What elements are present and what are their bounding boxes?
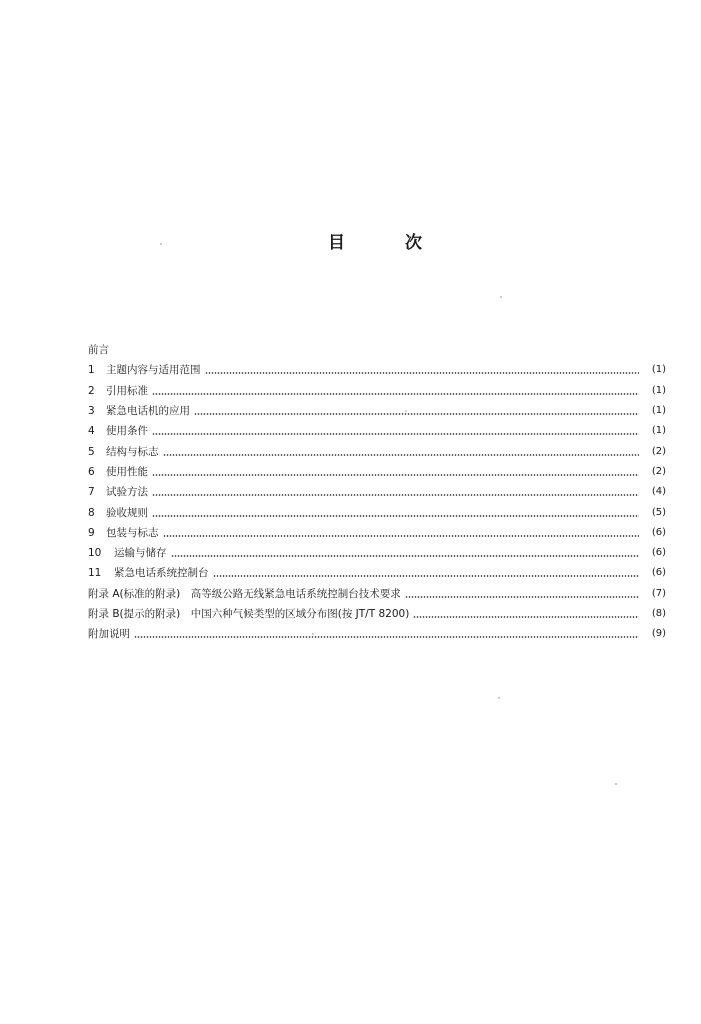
toc-entry-page: (1)	[651, 425, 666, 437]
toc-entry[interactable]	[88, 502, 666, 522]
toc-entry-label: 验收规则	[106, 506, 148, 519]
toc-entry-label: 附录 A(标准的附录) 高等级公路无线紧急电话系统控制台技术要求	[88, 587, 401, 600]
toc-entry-page: (8)	[651, 608, 666, 619]
toc-entry-label: 包装与标志	[106, 526, 159, 539]
toc-entry[interactable]	[88, 482, 666, 502]
dot-leader	[413, 616, 639, 618]
page-title-char-2: 次	[405, 233, 422, 253]
toc-entry-number: 5	[88, 445, 95, 458]
toc-entry[interactable]	[88, 441, 666, 461]
toc-entry-page: (4)	[651, 486, 666, 498]
toc-entry-page: (2)	[651, 445, 666, 457]
toc-entry-label: 紧急电话系统控制台	[114, 567, 209, 580]
dot-leader	[171, 555, 640, 557]
toc-entry-label: 结构与标志	[106, 445, 159, 458]
scan-speck	[312, 633, 314, 635]
toc-entry-page: (7)	[651, 587, 666, 599]
toc-entry[interactable]	[88, 401, 666, 421]
toc-entry-label: 主题内容与适用范围	[106, 364, 201, 377]
toc-entry-page: (6)	[651, 567, 666, 579]
toc-entry[interactable]	[88, 523, 666, 543]
toc-entry-page: (1)	[651, 405, 666, 417]
toc-entry-number: 6	[88, 465, 95, 478]
scan-speck	[498, 697, 500, 699]
toc-entry-page: (6)	[651, 547, 666, 559]
dot-leader	[163, 454, 640, 456]
dot-leader	[205, 372, 640, 374]
page-title	[328, 231, 428, 255]
toc-entry-label: 附加说明	[88, 628, 130, 641]
toc-entry-additional-notes[interactable]	[88, 624, 666, 644]
toc-entry-number: 9	[88, 526, 95, 539]
page-title-char-1: 目	[328, 233, 345, 253]
toc-entry-number: 1	[88, 364, 95, 377]
toc-entry-page: (2)	[651, 465, 666, 477]
toc-entry-number: 4	[88, 425, 95, 438]
toc-entry-number: 10	[88, 547, 102, 560]
toc-entry[interactable]	[88, 381, 666, 401]
toc-entry-appendix-a[interactable]	[88, 584, 666, 604]
dot-leader	[152, 433, 639, 435]
dot-leader	[134, 636, 639, 638]
toc-entry-number: 11	[88, 567, 102, 580]
table-of-contents	[88, 340, 666, 644]
dot-leader	[194, 413, 639, 415]
toc-entry-label: 紧急电话机的应用	[106, 405, 190, 418]
dot-leader	[213, 575, 640, 577]
scan-speck	[160, 243, 162, 245]
dot-leader	[152, 515, 639, 517]
toc-entry-number: 8	[88, 506, 95, 519]
toc-entry-page: (1)	[651, 384, 666, 396]
toc-entry[interactable]	[88, 462, 666, 482]
toc-entry-number: 2	[88, 384, 95, 397]
dot-leader	[152, 494, 639, 496]
dot-leader	[405, 596, 639, 598]
dot-leader	[152, 393, 639, 395]
toc-entry-number: 3	[88, 405, 95, 418]
toc-entry-label: 引用标准	[106, 384, 148, 397]
toc-entry[interactable]	[88, 563, 666, 583]
toc-entry-label: 运输与储存	[114, 547, 167, 560]
toc-entry-label: 附录 B(提示的附录) 中国六种气候类型的区域分布图(按 JT/T 8200)	[88, 608, 410, 620]
toc-entry-label: 使用性能	[106, 465, 148, 478]
toc-heading-label: 前言	[88, 344, 109, 357]
dot-leader	[163, 535, 640, 537]
toc-entry-appendix-b[interactable]	[88, 604, 666, 624]
toc-entry-label: 使用条件	[106, 425, 148, 438]
toc-entry-number: 7	[88, 486, 95, 499]
toc-entry-label: 试验方法	[106, 486, 148, 499]
toc-entry[interactable]	[88, 543, 666, 563]
toc-entry-page: (5)	[651, 506, 666, 518]
toc-heading	[88, 340, 666, 360]
toc-entry[interactable]	[88, 421, 666, 441]
toc-entry[interactable]	[88, 360, 666, 380]
toc-entry-page: (1)	[651, 364, 666, 376]
scan-speck	[405, 410, 407, 412]
scan-speck	[500, 296, 502, 298]
toc-entry-page: (6)	[651, 526, 666, 538]
scan-speck	[615, 783, 617, 785]
dot-leader	[152, 474, 639, 476]
toc-entry-page: (9)	[651, 628, 666, 640]
